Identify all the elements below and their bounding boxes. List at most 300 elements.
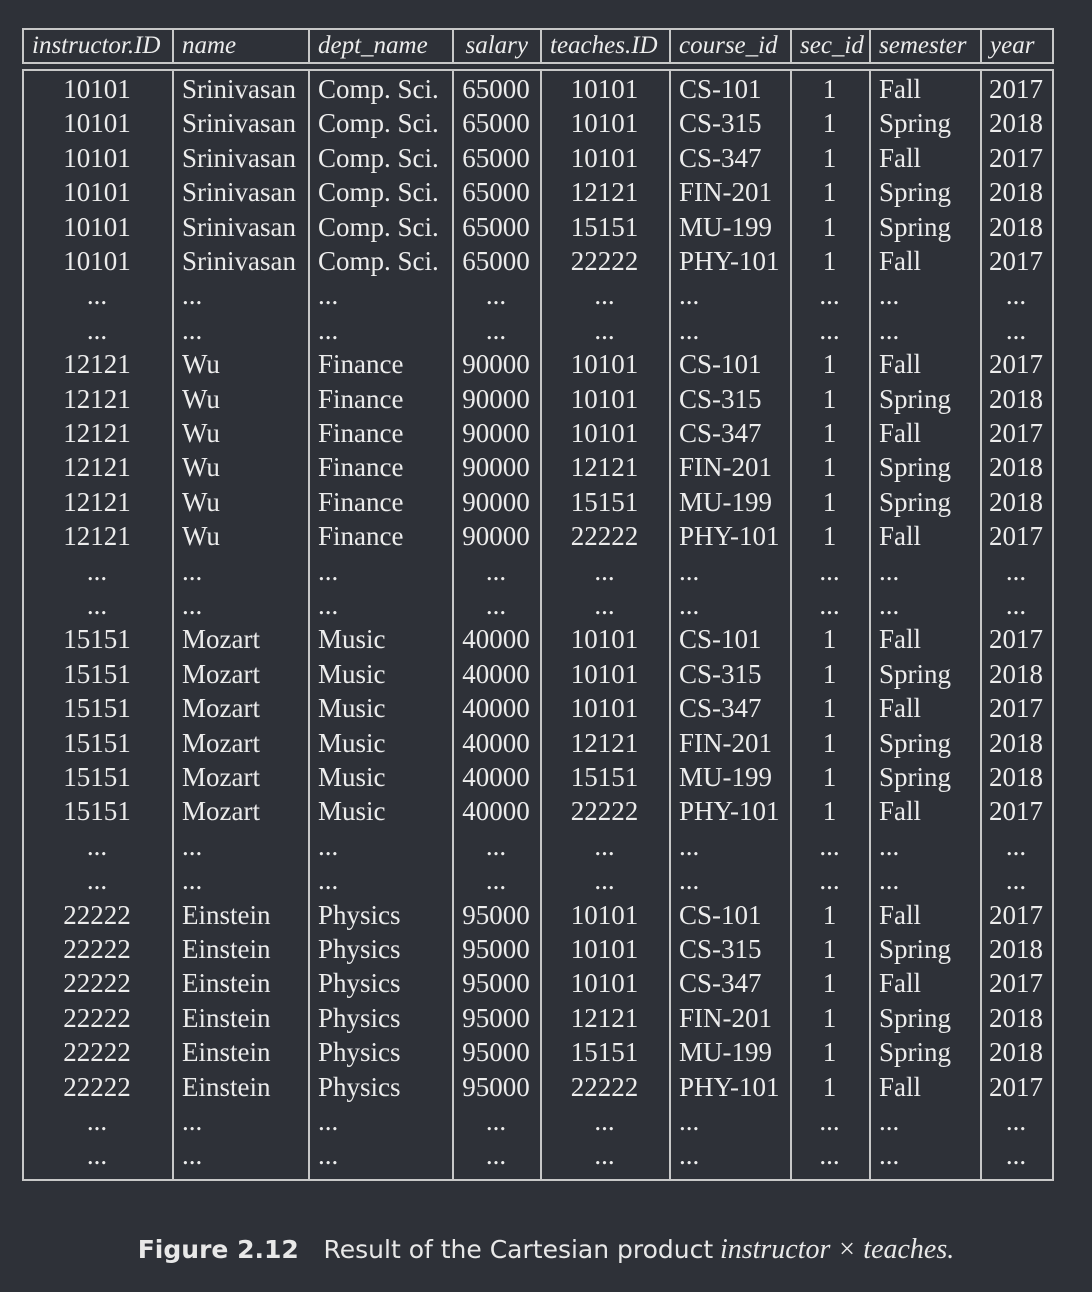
table-cell: Wu	[182, 383, 220, 414]
table-cell: Comp. Sci.	[318, 211, 439, 242]
table-cell: Einstein	[182, 968, 271, 999]
ellipsis-cell: ...	[86, 1140, 108, 1171]
table-cell: Spring	[879, 762, 952, 792]
ellipsis-cell: ...	[879, 1140, 900, 1171]
column-header-teaches-id: teaches.ID	[550, 32, 658, 59]
header-column-rule	[790, 28, 792, 64]
table-cell: 1	[822, 658, 837, 689]
ellipsis-cell: ...	[879, 555, 900, 586]
ellipsis-cell: ...	[594, 590, 615, 620]
table-cell: 12121	[63, 486, 131, 517]
table-cell: Srinivasan	[182, 211, 296, 242]
ellipsis-cell: ...	[485, 314, 507, 345]
table-cell: Spring	[879, 383, 952, 414]
table-cell: 15151	[570, 1037, 639, 1068]
ellipsis-cell: ...	[485, 590, 507, 620]
table-cell: CS-347	[679, 693, 762, 724]
table-cell: 95000	[462, 934, 530, 964]
table-cell: Fall	[879, 693, 922, 724]
table-cell: 10101	[63, 211, 131, 242]
table-cell: 15151	[63, 658, 131, 689]
table-cell: Physics	[318, 899, 401, 930]
table-cell: 22222	[63, 1037, 131, 1068]
table-cell: 10101	[570, 968, 639, 999]
ellipsis-cell: ...	[679, 280, 700, 311]
ellipsis-cell: ...	[879, 1106, 900, 1136]
ellipsis-cell: ...	[819, 590, 840, 620]
header-column-rule	[540, 28, 542, 64]
caption-text: Result of the Cartesian product	[323, 1235, 714, 1264]
table-cell: 2017	[989, 74, 1043, 104]
ellipsis-cell: ...	[318, 1140, 339, 1171]
table-cell: Finance	[318, 418, 404, 448]
table-cell: 1	[822, 486, 837, 517]
table-cell: 2017	[989, 521, 1043, 552]
body-column-rule	[1052, 69, 1054, 1181]
table-cell: Fall	[879, 521, 922, 552]
table-cell: 10101	[570, 624, 639, 655]
ellipsis-cell: ...	[485, 865, 507, 896]
table-cell: CS-101	[679, 899, 762, 930]
table-cell: Spring	[879, 727, 952, 758]
table-cell: 40000	[462, 624, 530, 655]
table-cell: Srinivasan	[182, 74, 296, 104]
ellipsis-cell: ...	[86, 865, 108, 896]
table-cell: 22222	[63, 899, 131, 930]
ellipsis-cell: ...	[1005, 280, 1027, 311]
table-cell: Spring	[879, 658, 952, 689]
ellipsis-cell: ...	[819, 555, 840, 586]
ellipsis-cell: ...	[86, 830, 108, 861]
table-cell: 1	[822, 1071, 837, 1102]
table-cell: CS-315	[679, 383, 762, 414]
table-cell: 10101	[570, 108, 639, 139]
ellipsis-cell: ...	[318, 314, 339, 345]
table-cell: 15151	[570, 762, 639, 792]
table-cell: 15151	[63, 727, 131, 758]
table-cell: CS-315	[679, 934, 762, 964]
table-cell: Mozart	[182, 727, 260, 758]
table-cell: 1	[822, 211, 837, 242]
table-cell: 1	[822, 349, 837, 380]
table-cell: PHY-101	[679, 1071, 780, 1102]
ellipsis-cell: ...	[819, 1106, 840, 1136]
ellipsis-cell: ...	[679, 314, 700, 345]
table-cell: Physics	[318, 1037, 401, 1068]
table-cell: 15151	[63, 762, 131, 792]
table-cell: Srinivasan	[182, 177, 296, 208]
table-cell: 40000	[462, 693, 530, 724]
table-cell: 12121	[63, 349, 131, 380]
ellipsis-cell: ...	[318, 590, 339, 620]
table-cell: MU-199	[679, 486, 772, 517]
table-cell: Spring	[879, 1037, 952, 1068]
table-cell: 10101	[570, 383, 639, 414]
table-cell: 1	[822, 693, 837, 724]
ellipsis-cell: ...	[879, 280, 900, 311]
table-cell: Mozart	[182, 658, 260, 689]
table-cell: Wu	[182, 452, 220, 483]
table-cell: 1	[822, 899, 837, 930]
ellipsis-cell: ...	[485, 1140, 507, 1171]
table-cell: Fall	[879, 968, 922, 999]
body-column-rule	[172, 69, 174, 1181]
table-cell: 2018	[989, 452, 1043, 483]
table-cell: 10101	[570, 142, 639, 173]
table-cell: Fall	[879, 74, 922, 104]
table-cell: 12121	[63, 452, 131, 483]
column-header-course-id: course_id	[679, 32, 778, 59]
table-cell: 2018	[989, 1037, 1043, 1068]
table-cell: Spring	[879, 108, 952, 139]
table-cell: 22222	[570, 246, 639, 276]
table-cell: 1	[822, 108, 837, 139]
table-cell: 1	[822, 934, 837, 964]
table-cell: 1	[822, 246, 837, 276]
ellipsis-cell: ...	[318, 830, 339, 861]
table-cell: 1	[822, 142, 837, 173]
table-cell: FIN-201	[679, 1002, 772, 1033]
table-cell: 10101	[570, 658, 639, 689]
body-column-rule	[308, 69, 310, 1181]
table-cell: 12121	[63, 383, 131, 414]
table-cell: Music	[318, 727, 386, 758]
table-cell: 2018	[989, 486, 1043, 517]
table-cell: 90000	[462, 418, 530, 448]
table-cell: 1	[822, 796, 837, 827]
table-cell: 10101	[570, 899, 639, 930]
table-cell: 2017	[989, 693, 1043, 724]
table-cell: 95000	[462, 899, 530, 930]
table-cell: 10101	[570, 934, 639, 964]
ellipsis-cell: ...	[182, 314, 203, 345]
table-cell: Fall	[879, 142, 922, 173]
ellipsis-cell: ...	[879, 865, 900, 896]
table-cell: 10101	[63, 74, 131, 104]
table-cell: MU-199	[679, 211, 772, 242]
ellipsis-cell: ...	[879, 314, 900, 345]
table-cell: Spring	[879, 452, 952, 483]
table-cell: PHY-101	[679, 246, 780, 276]
ellipsis-cell: ...	[86, 590, 108, 620]
table-cell: 15151	[570, 486, 639, 517]
ellipsis-cell: ...	[594, 280, 615, 311]
table-cell: 90000	[462, 383, 530, 414]
ellipsis-cell: ...	[485, 830, 507, 861]
ellipsis-cell: ...	[819, 280, 840, 311]
table-cell: CS-315	[679, 658, 762, 689]
column-header-sec-id: sec_id	[800, 32, 864, 59]
table-cell: Comp. Sci.	[318, 246, 439, 276]
table-cell: Einstein	[182, 899, 271, 930]
table-cell: PHY-101	[679, 796, 780, 827]
table-cell: 1	[822, 624, 837, 655]
figure-caption	[0, 1234, 1092, 1266]
table-cell: Einstein	[182, 1037, 271, 1068]
table-cell: 65000	[462, 142, 530, 173]
table-cell: Fall	[879, 796, 922, 827]
table-cell: 95000	[462, 1037, 530, 1068]
table-cell: Music	[318, 762, 386, 792]
table-cell: Fall	[879, 624, 922, 655]
table-cell: Einstein	[182, 1002, 271, 1033]
body-column-rule	[869, 69, 871, 1181]
ellipsis-cell: ...	[879, 590, 900, 620]
table-cell: 22222	[63, 934, 131, 964]
ellipsis-cell: ...	[1005, 865, 1027, 896]
ellipsis-cell: ...	[318, 280, 339, 311]
ellipsis-cell: ...	[819, 1140, 840, 1171]
table-cell: Finance	[318, 452, 404, 483]
table-cell: 2017	[989, 624, 1043, 655]
table-cell: FIN-201	[679, 452, 772, 483]
column-header-salary: salary	[465, 32, 528, 59]
table-cell: 2017	[989, 142, 1043, 173]
header-column-rule	[669, 28, 671, 64]
table-cell: 40000	[462, 727, 530, 758]
header-column-rule	[1052, 28, 1054, 64]
table-cell: Spring	[879, 211, 952, 242]
header-column-rule	[172, 28, 174, 64]
table-cell: Physics	[318, 1002, 401, 1033]
ellipsis-cell: ...	[86, 280, 108, 311]
table-cell: 22222	[570, 1071, 639, 1102]
table-cell: Spring	[879, 486, 952, 517]
table-cell: 10101	[570, 349, 639, 380]
ellipsis-cell: ...	[318, 555, 339, 586]
header-column-rule	[308, 28, 310, 64]
table-cell: Music	[318, 693, 386, 724]
table-cell: 2018	[989, 658, 1043, 689]
table-cell: Fall	[879, 418, 922, 448]
table-cell: 15151	[570, 211, 639, 242]
table-cell: 1	[822, 74, 837, 104]
table-cell: 1	[822, 1037, 837, 1068]
table-cell: 1	[822, 452, 837, 483]
header-column-rule	[980, 28, 982, 64]
table-cell: 12121	[570, 1002, 639, 1033]
table-cell: 40000	[462, 658, 530, 689]
body-top-rule	[22, 69, 1052, 71]
body-column-rule	[669, 69, 671, 1181]
table-cell: 2018	[989, 211, 1043, 242]
body-bottom-rule	[22, 1179, 1052, 1181]
table-cell: Einstein	[182, 1071, 271, 1102]
table-cell: 22222	[63, 968, 131, 999]
table-cell: 90000	[462, 349, 530, 380]
table-cell: MU-199	[679, 762, 772, 792]
table-cell: 2017	[989, 246, 1043, 276]
column-header-instructor-id: instructor.ID	[32, 32, 161, 59]
table-cell: CS-101	[679, 349, 762, 380]
table-cell: 12121	[570, 727, 639, 758]
table-cell: Comp. Sci.	[318, 142, 439, 173]
ellipsis-cell: ...	[182, 865, 203, 896]
table-cell: 2017	[989, 418, 1043, 448]
table-cell: 90000	[462, 452, 530, 483]
table-cell: 15151	[63, 624, 131, 655]
table-cell: Music	[318, 796, 386, 827]
table-cell: 1	[822, 968, 837, 999]
table-cell: Mozart	[182, 693, 260, 724]
table-cell: Music	[318, 624, 386, 655]
ellipsis-cell: ...	[819, 314, 840, 345]
table-cell: CS-101	[679, 74, 762, 104]
table-cell: 22222	[63, 1071, 131, 1102]
table-cell: 12121	[63, 521, 131, 552]
table-cell: Comp. Sci.	[318, 177, 439, 208]
table-cell: Spring	[879, 934, 952, 964]
ellipsis-cell: ...	[182, 830, 203, 861]
ellipsis-cell: ...	[819, 830, 840, 861]
table-cell: CS-315	[679, 108, 762, 139]
ellipsis-cell: ...	[182, 590, 203, 620]
ellipsis-cell: ...	[182, 280, 203, 311]
table-cell: 1	[822, 383, 837, 414]
ellipsis-cell: ...	[86, 555, 108, 586]
caption-expression: instructor × teaches.	[719, 1234, 955, 1265]
ellipsis-cell: ...	[485, 1106, 507, 1136]
ellipsis-cell: ...	[679, 865, 700, 896]
column-header-semester: semester	[879, 32, 967, 59]
table-cell: Fall	[879, 1071, 922, 1102]
table-cell: 2018	[989, 383, 1043, 414]
ellipsis-cell: ...	[594, 555, 615, 586]
table-cell: 2017	[989, 968, 1043, 999]
table-cell: Einstein	[182, 934, 271, 964]
table-cell: PHY-101	[679, 521, 780, 552]
column-header-dept-name: dept_name	[318, 32, 428, 59]
figure-label: Figure 2.12	[137, 1235, 299, 1264]
column-header-year: year	[990, 32, 1035, 59]
table-cell: 1	[822, 1002, 837, 1033]
ellipsis-cell: ...	[594, 1140, 615, 1171]
table-cell: CS-347	[679, 142, 762, 173]
table-cell: 2017	[989, 796, 1043, 827]
table-cell: 12121	[63, 418, 131, 448]
table-cell: 65000	[462, 177, 530, 208]
table-cell: Finance	[318, 521, 404, 552]
table-cell: 15151	[63, 693, 131, 724]
table-cell: 65000	[462, 108, 530, 139]
table-cell: Mozart	[182, 796, 260, 827]
ellipsis-cell: ...	[679, 1140, 700, 1171]
table-cell: Wu	[182, 521, 220, 552]
table-cell: Finance	[318, 486, 404, 517]
ellipsis-cell: ...	[318, 865, 339, 896]
ellipsis-cell: ...	[1005, 555, 1027, 586]
table-cell: Fall	[879, 246, 922, 276]
table-cell: 2018	[989, 177, 1043, 208]
header-column-rule	[869, 28, 871, 64]
table-cell: Physics	[318, 968, 401, 999]
table-cell: Mozart	[182, 624, 260, 655]
header-column-rule	[22, 28, 24, 64]
table-cell: 22222	[570, 796, 639, 827]
ellipsis-cell: ...	[1005, 830, 1027, 861]
ellipsis-cell: ...	[318, 1106, 339, 1136]
table-cell: CS-101	[679, 624, 762, 655]
table-cell: Comp. Sci.	[318, 108, 439, 139]
table-cell: 90000	[462, 486, 530, 517]
table-cell: FIN-201	[679, 727, 772, 758]
table-cell: 95000	[462, 1071, 530, 1102]
table-cell: 2017	[989, 899, 1043, 930]
table-cell: Srinivasan	[182, 142, 296, 173]
table-cell: Wu	[182, 349, 220, 380]
table-cell: 65000	[462, 211, 530, 242]
table-cell: 2018	[989, 727, 1043, 758]
ellipsis-cell: ...	[1005, 1140, 1027, 1171]
table-cell: Music	[318, 658, 386, 689]
ellipsis-cell: ...	[594, 865, 615, 896]
table-cell: 10101	[63, 142, 131, 173]
ellipsis-cell: ...	[485, 280, 507, 311]
table-cell: Comp. Sci.	[318, 74, 439, 104]
table-cell: 2018	[989, 934, 1043, 964]
ellipsis-cell: ...	[182, 1140, 203, 1171]
table-cell: 1	[822, 727, 837, 758]
table-cell: 10101	[63, 246, 131, 276]
ellipsis-cell: ...	[879, 830, 900, 861]
ellipsis-cell: ...	[1005, 590, 1027, 620]
table-cell: 10101	[63, 177, 131, 208]
table-cell: 22222	[63, 1002, 131, 1033]
table-cell: Srinivasan	[182, 108, 296, 139]
table-cell: Fall	[879, 349, 922, 380]
table-cell: 1	[822, 177, 837, 208]
table-cell: 2018	[989, 762, 1043, 792]
table-cell: 95000	[462, 968, 530, 999]
table-cell: 2018	[989, 108, 1043, 139]
ellipsis-cell: ...	[819, 865, 840, 896]
table-cell: 2017	[989, 349, 1043, 380]
table-cell: Physics	[318, 934, 401, 964]
table-cell: Mozart	[182, 762, 260, 792]
table-cell: Wu	[182, 486, 220, 517]
table-cell: FIN-201	[679, 177, 772, 208]
table-cell: 12121	[570, 452, 639, 483]
ellipsis-cell: ...	[485, 555, 507, 586]
table-cell: 2017	[989, 1071, 1043, 1102]
ellipsis-cell: ...	[679, 1106, 700, 1136]
table-cell: CS-347	[679, 418, 762, 448]
table-cell: 2018	[989, 1002, 1043, 1033]
table-cell: 10101	[570, 418, 639, 448]
ellipsis-cell: ...	[86, 314, 108, 345]
ellipsis-cell: ...	[182, 555, 203, 586]
ellipsis-cell: ...	[679, 830, 700, 861]
ellipsis-cell: ...	[1005, 1106, 1027, 1136]
table-cell: 95000	[462, 1002, 530, 1033]
table-cell: Srinivasan	[182, 246, 296, 276]
ellipsis-cell: ...	[594, 314, 615, 345]
table-cell: Spring	[879, 1002, 952, 1033]
table-cell: 1	[822, 418, 837, 448]
table-cell: 12121	[570, 177, 639, 208]
table-cell: 10101	[570, 693, 639, 724]
table-cell: 65000	[462, 246, 530, 276]
table-cell: 10101	[63, 108, 131, 139]
ellipsis-cell: ...	[1005, 314, 1027, 345]
ellipsis-cell: ...	[679, 590, 700, 620]
table-cell: 40000	[462, 762, 530, 792]
table-cell: Wu	[182, 418, 220, 448]
table-cell: 1	[822, 762, 837, 792]
table-cell: Finance	[318, 349, 404, 380]
table-cell: 15151	[63, 796, 131, 827]
ellipsis-cell: ...	[594, 1106, 615, 1136]
